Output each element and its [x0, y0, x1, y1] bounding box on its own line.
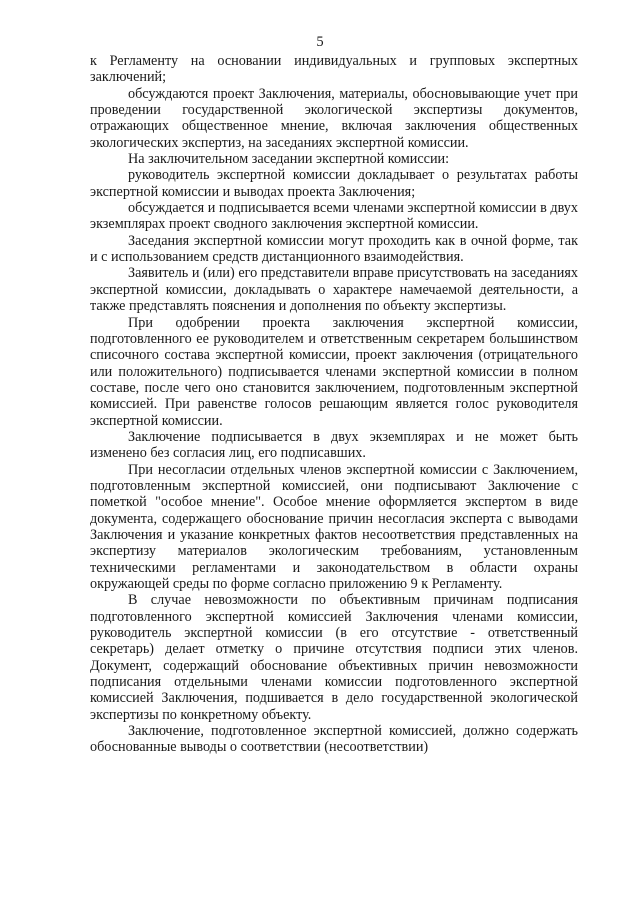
paragraph-impossibility: В случае невозможности по объективным причинам подписания подготовленного экспертной комиссией Заключения членами комиссии, руководитель экспертной комиссии (в его отсутствие - ответственный секретарь) делает отметку о причине отсутствия подписи этих членов. Документ, содержащий обоснование объективных причин невозможности подписания отдельными членами комиссии подготовленного экспертной комиссией Заключения, подшивается в дело государственной экологической экспертизы по конкретному объекту. — [90, 592, 578, 723]
paragraph-meeting-format: Заседания экспертной комиссии могут проходить как в очной форме, так и с использованием средств дистанционного взаимодействия. — [90, 232, 578, 266]
paragraph-head-reports: руководитель экспертной комиссии докладывает о результатах работы экспертной комиссии и выводах проекта Заключения; — [90, 167, 578, 200]
page-number: 5 — [316, 34, 324, 50]
paragraph-continuation: к Регламенту на основании индивидуальных и групповых экспертных заключений; — [90, 53, 578, 86]
paragraph-applicant-rights: Заявитель и (или) его представители вправе присутствовать на заседаниях экспертной комиссии, докладывать о характере намечаемой деятельности, а также представлять пояснения и дополнения по объекту экспертизы. — [90, 265, 578, 315]
paragraph-conclusion-content: Заключение, подготовленное экспертной комиссией, должно содержать обоснованные выводы о соответствии (несоответствии) — [90, 723, 578, 756]
paragraph-approval: При одобрении проекта заключения экспертной комиссии, подготовленного ее руководителем и ответственным секретарем большинством списочного состава экспертной комиссии, проект заключения (отрицательного или положительного) подписывается членами экспертной комиссии в полном составе, после чего оно становится заключением, подготовленным экспертной комиссией. При равенстве голосов решающим является голос руководителя экспертной комиссии. — [90, 314, 578, 429]
paragraph-dissent: При несогласии отдельных членов экспертной комиссии с Заключением, подготовленным экспертной комиссией, они подписывают Заключение с пометкой "особое мнение". Особое мнение оформляется экспертом в виде документа, содержащего обоснование причин несогласия эксперта с выводами Заключения и указание конкретных фактов несоответствия представленных на экспертизу материалов экологическим требованиям, установленным техническими регламентами и законодательством в области охраны окружающей среды по форме согласно приложению 9 к Регламенту. — [90, 461, 578, 592]
paragraph-final-meeting: На заключительном заседании экспертной комиссии: — [128, 151, 450, 168]
paragraph-signing-copies: обсуждается и подписывается всеми членами экспертной комиссии в двух экземплярах проект сводного заключения экспертной комиссии. — [90, 200, 578, 233]
document-body — [90, 53, 578, 756]
paragraph-discussion-draft: обсуждаются проект Заключения, материалы, обосновывающие учет при проведении государственной экологической экспертизы документов, отражающих общественное мнение, включая заключения общественных экологических экспертиз, на заседаниях экспертной комиссии. — [90, 85, 578, 151]
paragraph-signature-copies: Заключение подписывается в двух экземплярах и не может быть изменено без согласия лиц, его подписавших. — [90, 428, 578, 462]
